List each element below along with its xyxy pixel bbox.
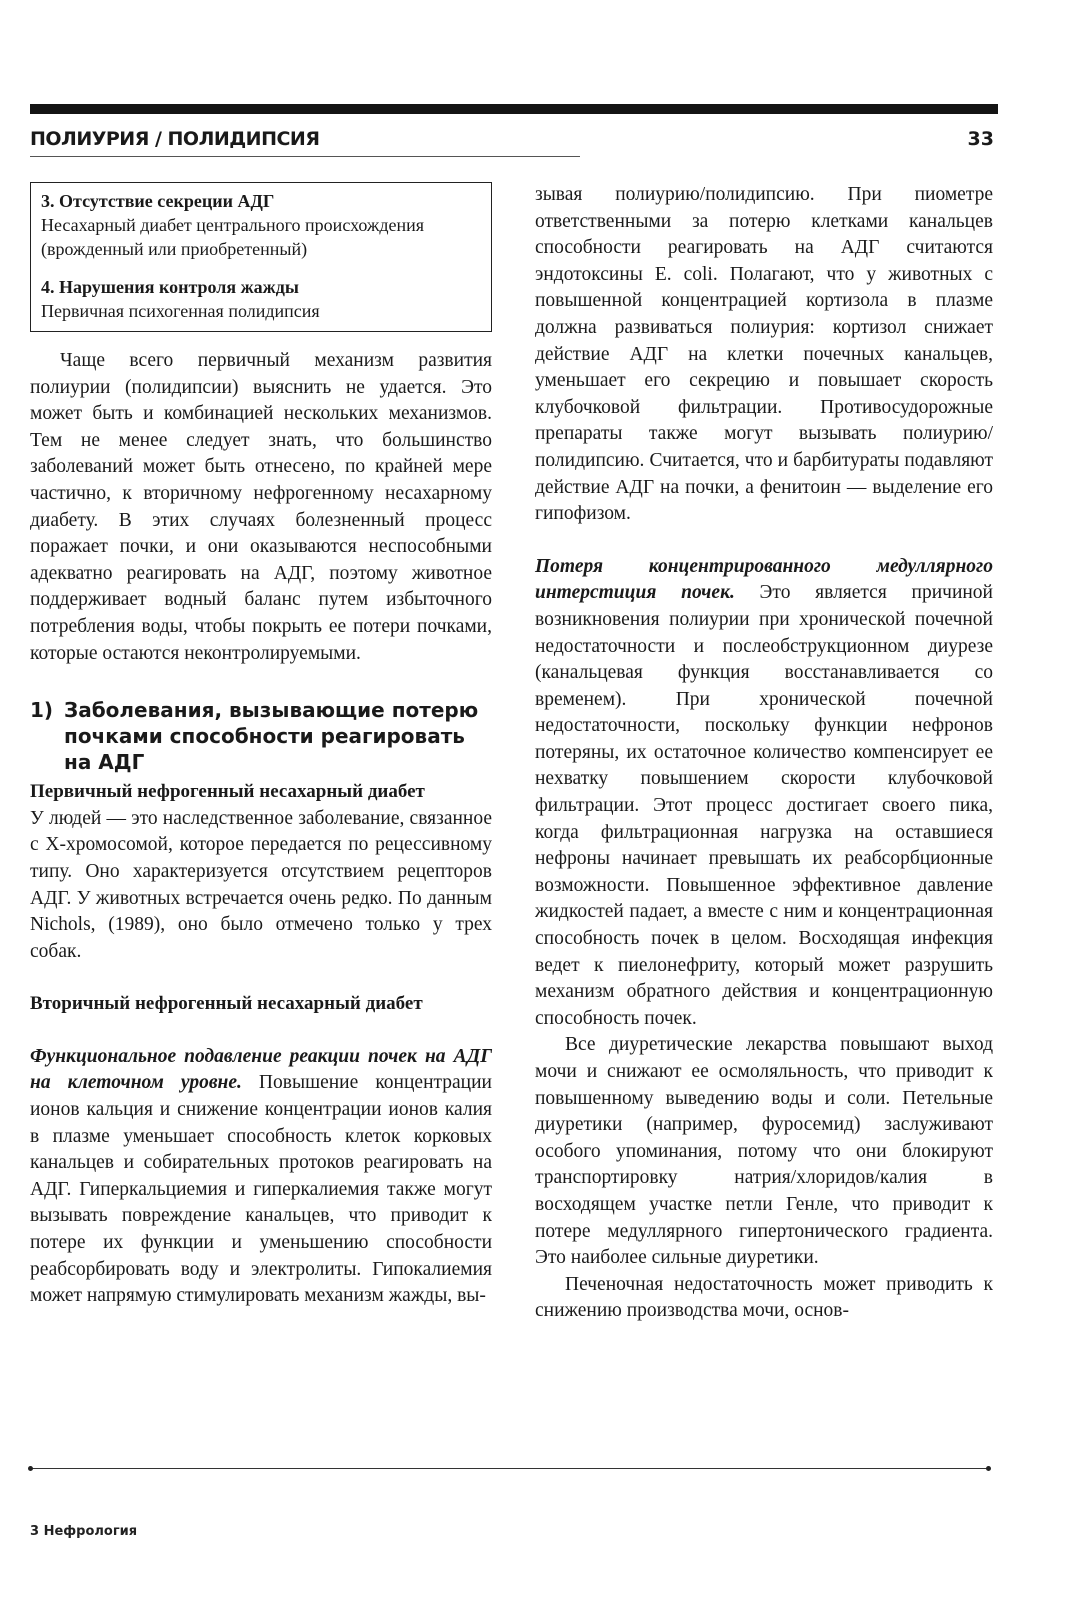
right-column	[535, 182, 993, 1325]
left-paragraph-1: Чаще всего первичный механизм развития полиурии (полидипсии) выяснить не удается. Это может быть и комбинацией нескольких механизмов. Тем не менее следует знать, что большинство заболеваний может быть отнесено, по крайней мере частично, к вторичному нефрогенному несахарному диабету. В этих случаях болезненный процесс поражает почки, и они оказываются неспособными адекватно реагировать на АДГ, поэтому животное поддерживает водный баланс путем избыточного потребления воды, чтобы покрыть ее потери почками, которые остаются неконтролируемыми.	[30, 350, 492, 664]
right-paragraph-1: зывая полиурию/полидипсию. При пиометре ответственными за потерю клетками канальцев способности реагировать на АДГ считаются эндотоксины E. coli. Полагают, что у животных с повышенной концентрацией кортизола в плазме должна развиваться полиурия: кортизол снижает действие АДГ на клетки почечных канальцев, уменьшает его секрецию и повышает скорость клубочковой фильтрации. Противосудорожные препараты также могут вызывать полиурию/полидипсию. Считается, что и барбитураты подавляют действие АДГ на почки, а фенитоин — выделение его гипофизом.	[535, 184, 993, 525]
right-paragraph-3: Все диуретические лекарства повышают выход мочи и снижают ее осмоляльность, что приводит к повышенному выведению воды и соли. Петельные диуретики (например, фуросемид) заслуживают особого упоминания, потому что они блокируют транспортировку натрия/хлоридов/калия в восходящем участке петли Генле, что приводит к потере медуллярного гипертонического градиента. Это наиболее сильные диуретики.	[535, 1034, 993, 1269]
left-paragraph-3	[30, 1044, 492, 1310]
box-item4-title: 4. Нарушения контроля жажды	[41, 277, 299, 297]
header-top-bar	[30, 104, 998, 114]
right-paragraph-4: Печеночная недостаточность может приводить к снижению производства мочи, основ-	[535, 1273, 993, 1322]
box-item4-text: Первичная психогенная полидипсия	[41, 301, 320, 321]
footer-rule	[30, 1468, 990, 1469]
heading-number: 1)	[30, 698, 54, 723]
paragraph-2-text: Это является причиной возникновения полиурии при хронической почечной недостаточности и послеобструкционном диурезе (канальцевая функция восстанавливается со временем). При хронической почечной недостаточности, поскольку функции нефронов потеряны, их остаточное количество компенсирует ее нехватку повышением скорости клубочковой фильтрации. Этот процесс достигает своего пика, когда фильтрационная нагрузка на оставшиеся нефроны начинает превышать их реабсорбционные возможности. Повышенное эффективное давление жидкостей падает, а вместе с ним и концентрационная способность почек в целом. Восходящая инфекция ведет к пиелонефриту, который может разрушить механизм обратного действия и концентрационную способность почек.	[535, 582, 993, 1029]
left-column	[30, 182, 492, 1310]
section-title: ПОЛИУРИЯ / ПОЛИДИПСИЯ	[30, 128, 320, 150]
section-heading-1	[30, 697, 492, 775]
rule-dot-left	[28, 1466, 33, 1471]
heading-text: Заболевания, вызывающие потерю почками способности реагировать на АДГ	[64, 698, 479, 775]
paragraph-lead-medullary-loss: Потеря концентрированного медуллярного интерстиция почек.	[535, 555, 993, 604]
rule-dot-right	[986, 1466, 991, 1471]
left-paragraph-2: У людей — это наследственное заболевание, связанное с Х-хромосомой, которое передается по рецессивному типу. Оно характеризуется отсутствием рецепторов АДГ. У животных встречается очень редко. По данным Nichols, (1989), оно было отмечено только у трех собак.	[30, 807, 492, 962]
paragraph-3-text: Повышение концентрации ионов кальция и снижение концентрации ионов калия в плазме уменьшает способность клеток корковых канальцев и собирательных протоков реагировать на АДГ. Гиперкальциемия и гиперкалиемия также могут вызывать повреждение канальцев, что приводит к потере их функции и уменьшению способности реабсорбировать воду и электролиты. Гипокалиемия может напрямую стимулировать механизм жажды, вы-	[30, 1072, 492, 1307]
subheading-secondary-nephrogenic: Вторичный нефрогенный несахарный диабет	[30, 993, 423, 1015]
right-paragraph-2	[535, 554, 993, 1033]
header-rule	[30, 156, 580, 157]
box-item3-text: Несахарный диабет центрального происхождения (врожденный или приобретенный)	[41, 215, 425, 259]
footer-label: 3 Нефрология	[30, 1524, 138, 1539]
causes-box	[30, 182, 492, 332]
running-header	[30, 128, 998, 156]
box-item3-title: 3. Отсутствие секреции АДГ	[41, 191, 275, 211]
page-number: 33	[967, 128, 994, 150]
subheading-primary-nephrogenic: Первичный нефрогенный несахарный диабет	[30, 781, 425, 803]
paragraph-lead-functional-suppression: Функциональное подавление реакции почек на АДГ на клеточном уровне.	[30, 1045, 492, 1094]
